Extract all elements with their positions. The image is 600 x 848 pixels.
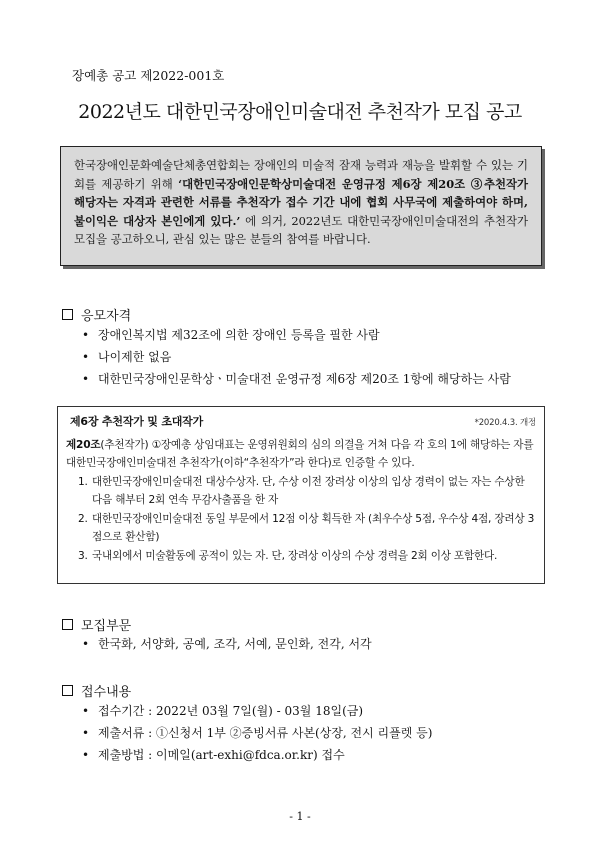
list-item: [82, 368, 511, 390]
list-item-text: 한국화, 서양화, 공예, 조각, 서예, 문인화, 전각, 서각: [98, 637, 372, 651]
bullet-icon: •: [82, 637, 90, 651]
list-item: [82, 700, 432, 722]
list-item-text: 나이제한 없음: [98, 350, 172, 364]
list-item-text: 제출방법 : 이메일(art-exhi@fdca.or.kr) 접수: [98, 748, 345, 762]
list-item: [82, 744, 432, 766]
notice-number: 장예총 공고 제2022-001호: [72, 68, 225, 83]
section-heading: 응모자격: [81, 309, 132, 324]
section-heading: 모집부문: [81, 619, 132, 634]
regulation-item: [78, 510, 536, 547]
item-number: 1.: [78, 475, 88, 488]
section-categories: [62, 615, 131, 634]
checkbox-square-icon: [62, 685, 73, 696]
regulation-item: [78, 473, 536, 510]
bullet-icon: •: [82, 726, 90, 740]
item-text: 국내외에서 미술활동에 공적이 있는 자. 단, 장려상 이상의 수상 경력을 2회 이상 포함한다.: [92, 549, 498, 562]
item-text: 대한민국장애인미술대전 대상수상자. 단, 수상 이전 장려상 이상의 입상 경력이 없는 자는 수상한 다음 해부터 2회 연속 무감사출품을 한 자: [92, 475, 525, 506]
bullet-icon: •: [82, 372, 90, 386]
list-item: [82, 633, 372, 655]
checkbox-square-icon: [62, 309, 73, 320]
item-number: 3.: [78, 549, 88, 562]
intro-text-1: 한국장애인문화예술단체총연합회는 장애인의 미술적 잠재 능력과 재능을 발휘할 수 있는 기회를 제공하기 위해: [74, 158, 528, 191]
section-application: [62, 681, 131, 700]
list-item: [82, 346, 511, 368]
checkbox-square-icon: [62, 619, 73, 630]
list-item: [82, 722, 432, 744]
application-list: [82, 700, 432, 766]
qualifications-list: [82, 324, 511, 390]
list-item-text: 장애인복지법 제32조에 의한 장애인 등록을 필한 사람: [98, 328, 380, 342]
page-title: 2022년도 대한민국장애인미술대전 추천작가 모집 공고: [78, 101, 522, 123]
revision-date: *2020.4.3. 개정: [474, 418, 536, 428]
regulation-box: [57, 406, 545, 584]
list-item-text: 대한민국장애인문학상ㆍ미술대전 운영규정 제6장 제20조 1항에 해당하는 사람: [98, 372, 511, 386]
article-text: (추천작가) ①장예총 상임대표는 운영위원회의 심의 의결을 거쳐 다음 각 호의 1에 해당하는 자를 대한민국장애인미술대전 추천작가(이하“추천작가”라 한다)로 인증할 수 있다.: [66, 438, 534, 469]
regulation-items: [66, 473, 536, 566]
regulation-article: [66, 436, 536, 473]
item-text: 대한민국장애인미술대전 동일 부문에서 12점 이상 획득한 자 (최우수상 5점, 우수상 4점, 장려상 3점으로 환산함): [92, 512, 535, 543]
bullet-icon: •: [82, 704, 90, 718]
page-number: - 1 -: [289, 810, 311, 823]
item-number: 2.: [78, 512, 88, 525]
categories-list: [82, 633, 372, 655]
regulation-item: [78, 547, 536, 566]
regulation-header: [70, 413, 536, 433]
bullet-icon: •: [82, 748, 90, 762]
bullet-icon: •: [82, 328, 90, 342]
intro-text-bold: ‘대한민국장애인문학상미술대전 운영규정 제6장 제20조 ③추천작가 해당자는 자격과 관련한 서류를 추천작가 접수 기간 내에 협회 사무국에 제출하여야 하며, 불이익은 대상자 본인에게 있다.’: [74, 176, 528, 228]
article-label: 제20조: [66, 438, 101, 451]
section-qualifications: [62, 305, 131, 324]
bullet-icon: •: [82, 350, 90, 364]
intro-text-2: 에 의거, 2022년도 대한민국장애인미술대전의 추천작가 모집을 공고하오니, 관심 있는 많은 분들의 참여를 바랍니다.: [74, 213, 528, 247]
list-item-text: 접수기간 : 2022년 03월 7일(월) - 03월 18일(금): [98, 704, 364, 718]
section-heading: 접수내용: [81, 685, 132, 700]
list-item-text: 제출서류 : ①신청서 1부 ②증빙서류 사본(상장, 전시 리플렛 등): [98, 726, 433, 740]
regulation-heading: 제6장 추천작가 및 초대작가: [70, 415, 204, 428]
intro-box: [60, 146, 542, 266]
list-item: [82, 324, 511, 346]
